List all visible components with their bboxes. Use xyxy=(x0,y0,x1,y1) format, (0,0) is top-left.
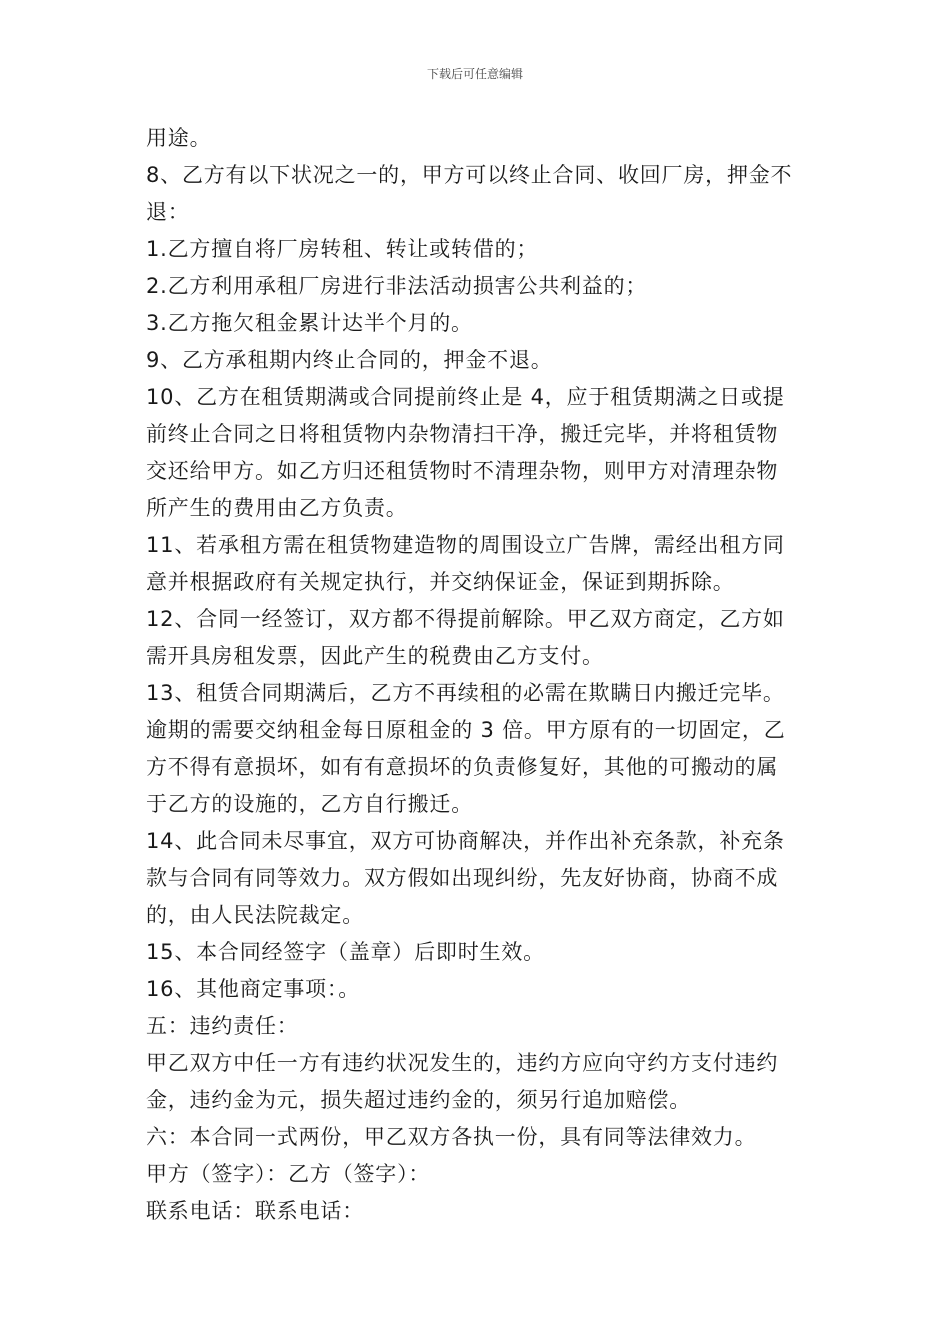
page-header: 下载后可任意编辑 xyxy=(426,67,523,81)
text-line: 方不得有意损坏，如有有意损坏的负责修复好，其他的可搬动的属 xyxy=(146,755,779,779)
text-line: 14、此合同未尽事宜，双方可协商解决，并作出补充条款，补充条 xyxy=(146,829,785,853)
text-line: 前终止合同之日将租赁物内杂物清扫干净，搬迁完毕，并将租赁物 xyxy=(146,422,779,446)
text-line: 六：本合同一式两份，甲乙双方各执一份，具有同等法律效力。 xyxy=(146,1125,757,1149)
text-line: 五：违约责任： xyxy=(146,1014,299,1038)
text-line: 12、合同一经签订，双方都不得提前解除。甲乙双方商定，乙方如 xyxy=(146,607,785,631)
text-line: 9、乙方承租期内终止合同的，押金不退。 xyxy=(146,348,553,372)
text-line: 所产生的费用由乙方负责。 xyxy=(146,496,408,520)
text-line: 的，由人民法院裁定。 xyxy=(146,903,364,927)
text-line: 甲乙双方中任一方有违约状况发生的，违约方应向守约方支付违约 xyxy=(146,1051,779,1075)
text-line: 联系电话：联系电话： xyxy=(146,1199,364,1223)
text-line: 退： xyxy=(146,200,190,224)
text-line: 甲方（签字）：乙方（签字）： xyxy=(146,1162,431,1186)
text-line: 款与合同有同等效力。双方假如出现纠纷，先友好协商，协商不成 xyxy=(146,866,779,890)
contract-body xyxy=(146,120,811,1230)
text-line: 用途。 xyxy=(146,126,212,150)
text-line: 11、若承租方需在租赁物建造物的周围设立广告牌，需经出租方同 xyxy=(146,533,785,557)
text-line: 10、乙方在租赁期满或合同提前终止是 4，应于租赁期满之日或提 xyxy=(146,385,785,409)
text-line: 逾期的需要交纳租金每日原租金的 3 倍。甲方原有的一切固定，乙 xyxy=(146,718,786,742)
text-line: 16、其他商定事项：。 xyxy=(146,977,361,1001)
text-line: 8、乙方有以下状况之一的，甲方可以终止合同、收回厂房，押金不 xyxy=(146,163,793,187)
text-line: 15、本合同经签字（盖章）后即时生效。 xyxy=(146,940,545,964)
text-line: 13、租赁合同期满后，乙方不再续租的必需在欺瞒日内搬迁完毕。 xyxy=(146,681,785,705)
text-line: 3.乙方拖欠租金累计达半个月的。 xyxy=(146,311,473,335)
text-line: 1.乙方擅自将厂房转租、转让或转借的； xyxy=(146,237,539,261)
text-line: 需开具房租发票，因此产生的税费由乙方支付。 xyxy=(146,644,604,668)
text-line: 金，违约金为元，损失超过违约金的，须另行追加赔偿。 xyxy=(146,1088,691,1112)
text-line: 交还给甲方。如乙方归还租赁物时不清理杂物，则甲方对清理杂物 xyxy=(146,459,779,483)
text-line: 2.乙方利用承租厂房进行非法活动损害公共利益的； xyxy=(146,274,648,298)
text-line: 于乙方的设施的，乙方自行搬迁。 xyxy=(146,792,473,816)
text-line: 意并根据政府有关规定执行，并交纳保证金，保证到期拆除。 xyxy=(146,570,735,594)
